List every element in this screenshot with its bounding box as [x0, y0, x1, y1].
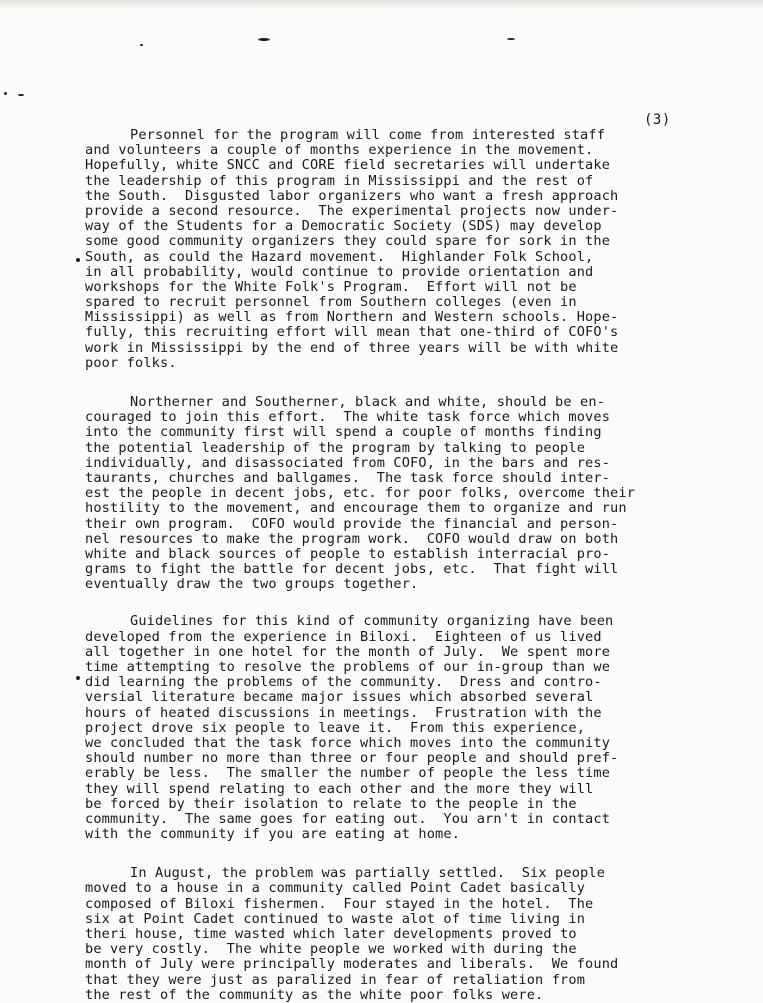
text-line: South, as could the Hazard movement. Highlander Folk School,	[85, 248, 594, 265]
text-line: the South. Disgusted labor organizers who want a fresh approach	[85, 187, 619, 204]
text-line: and volunteers a couple of months experience in the movement.	[85, 142, 594, 159]
text-line: spared to recruit personnel from Southern colleges (even in	[85, 294, 577, 311]
text-line: community. The same goes for eating out. You arn't in contact	[85, 810, 611, 827]
text-line: Hopefully, white SNCC and CORE field secretaries will undertake	[85, 157, 611, 174]
text-line: erably be less. The smaller the number of people the less time	[85, 765, 611, 782]
margin-mark	[76, 676, 80, 680]
paragraph-task-force	[85, 395, 685, 592]
scan-speck	[507, 38, 515, 40]
text-line: poor folks.	[85, 354, 177, 371]
text-line: In August, the problem was partially settled. Six people	[130, 865, 606, 882]
text-line: developed from the experience in Biloxi. Eighteen of us lived	[85, 628, 602, 645]
text-line: into the community first will spend a couple of months finding	[85, 424, 602, 441]
text-line: Personnel for the program will come from interested staff	[130, 127, 606, 143]
text-line: composed of Biloxi fishermen. Four stayed in the hotel. The	[85, 895, 594, 912]
scan-top-edge	[0, 0, 763, 10]
text-line: the potential leadership of the program by talking to people	[85, 439, 586, 456]
text-line: their own program. COFO would provide the financial and person-	[85, 515, 619, 532]
text-line: all together in one hotel for the month of July. We spent more	[85, 643, 611, 660]
paragraph-gap	[85, 371, 685, 395]
text-line: time attempting to resolve the problems of our in-group than we	[85, 659, 611, 675]
text-line: did learning the problems of the community. Dress and contro-	[85, 674, 602, 691]
text-line: should number no more than three or four people and should pref-	[85, 750, 619, 767]
text-line: we concluded that the task force which moves into the community	[85, 734, 611, 751]
scan-speck	[4, 92, 7, 95]
text-line: they will spend relating to each other and the more they will	[85, 780, 594, 797]
text-line: couraged to join this effort. The white task force which moves	[85, 409, 611, 426]
text-line: Mississippi) as well as from Northern and Western schools. Hope-	[85, 309, 619, 326]
text-line: work in Mississippi by the end of three years will be with white	[85, 339, 619, 356]
paragraph-personnel	[85, 128, 685, 371]
text-line: eventually draw the two groups together.	[85, 576, 419, 593]
text-line: est the people in decent jobs, etc. for poor folks, overcome their	[85, 485, 636, 502]
text-line: moved to a house in a community called Point Cadet basically	[85, 880, 586, 897]
text-line: grams to fight the battle for decent jobs, etc. That fight will	[85, 561, 619, 578]
text-line: theri house, time wasted which later developments proved to	[85, 926, 577, 942]
text-line: white and black sources of people to establish interracial pro-	[85, 545, 611, 562]
body-text	[85, 128, 685, 1003]
paragraph-guidelines	[85, 614, 685, 842]
text-line: some good community organizers they could spare for sork in the	[85, 233, 611, 250]
text-line: hostility to the movement, and encourage them to organize and run	[85, 500, 627, 517]
scan-speck	[258, 38, 270, 41]
text-line: way of the Students for a Democratic Society (SDS) may develop	[85, 218, 602, 235]
text-line: fully, this recruiting effort will mean that one-third of COFO's	[85, 324, 619, 341]
text-line: in all probability, would continue to provide orientation and	[85, 263, 594, 280]
text-line: workshops for the White Folk's Program. Effort will not be	[85, 278, 577, 295]
text-line: individually, and disassociated from COFO, in the bars and res-	[85, 454, 611, 471]
text-line: hours of heated discussions in meetings. Frustration with the	[85, 704, 602, 721]
text-line: six at Point Cadet continued to waste alot of time living in	[85, 910, 586, 927]
text-line: Guidelines for this kind of community organizing have been	[130, 613, 614, 630]
text-line: Northerner and Southerner, black and white, should be en-	[130, 394, 606, 410]
text-line: that they were just as paralized in fear of retaliation from	[85, 971, 586, 988]
text-line: with the community if you are eating at home.	[85, 826, 461, 843]
text-line: be very costly. The white people we worked with during the	[85, 941, 577, 958]
text-line: versial literature became major issues which absorbed several	[85, 689, 594, 706]
page-number: (3)	[644, 112, 671, 128]
scan-speck	[140, 44, 143, 46]
margin-mark	[76, 258, 80, 262]
text-line: taurants, churches and ballgames. The task force should inter-	[85, 469, 611, 486]
text-line: the leadership of this program in Mississippi and the rest of	[85, 172, 594, 189]
paragraph-gap	[85, 592, 685, 614]
paragraph-august	[85, 866, 685, 1003]
text-line: nel resources to make the program work. COFO would draw on both	[85, 530, 619, 547]
text-line: the rest of the community as the white poor folks were.	[85, 986, 544, 1003]
paragraph-gap	[85, 842, 685, 866]
text-line: month of July were principally moderates and liberals. We found	[85, 956, 619, 973]
text-line: provide a second resource. The experimental projects now under-	[85, 202, 619, 219]
scan-speck	[18, 94, 24, 96]
text-line: be forced by their isolation to relate to the people in the	[85, 795, 577, 812]
text-line: project drove six people to leave it. From this experience,	[85, 719, 586, 736]
